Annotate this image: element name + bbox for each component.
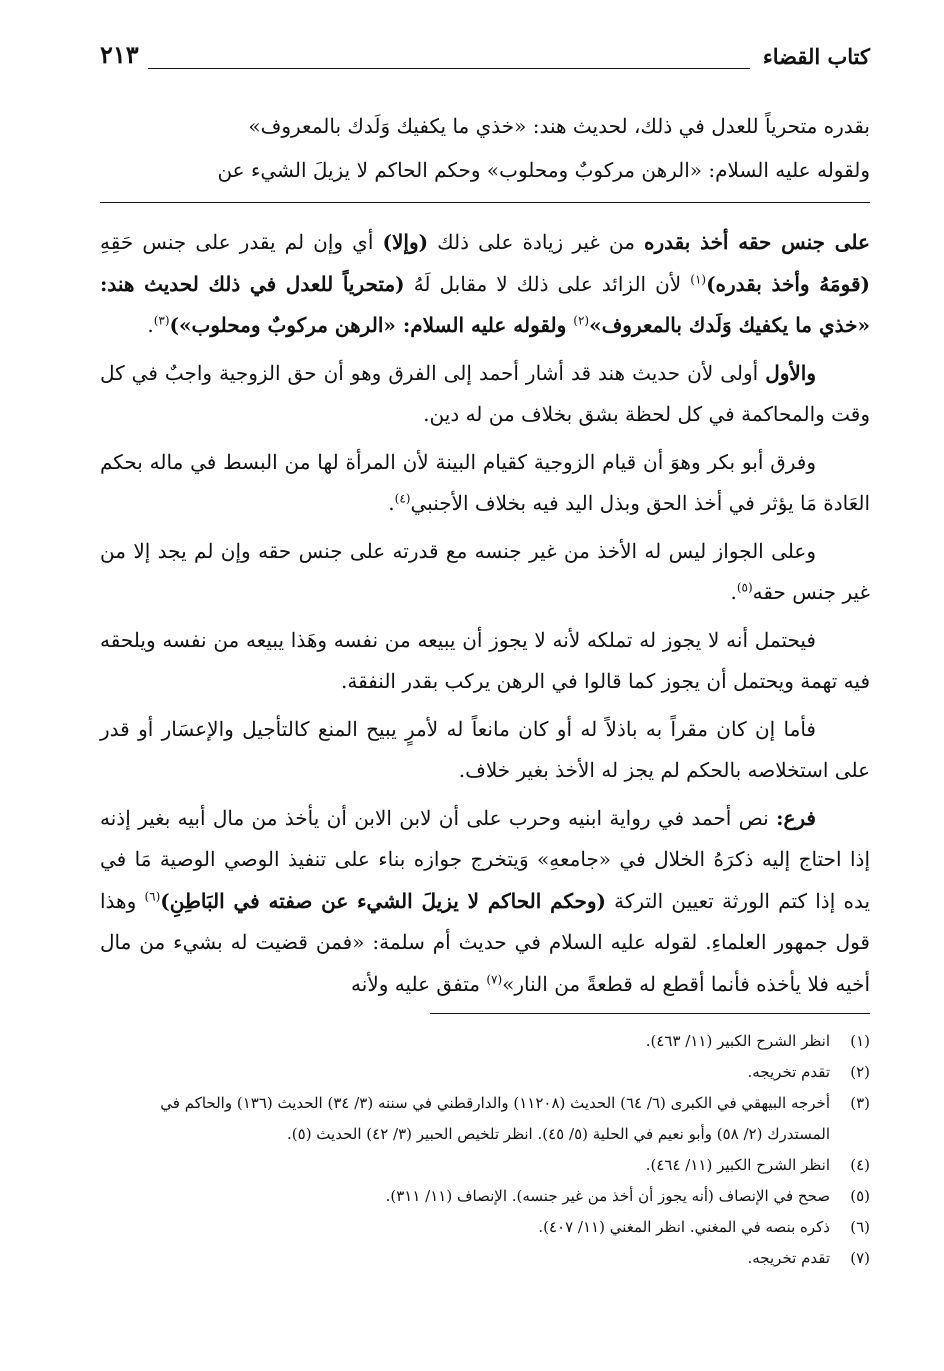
- footnote-ref[interactable]: (٦): [144, 888, 161, 903]
- footnote: [100, 1181, 870, 1212]
- footnote: [100, 1150, 870, 1181]
- commentary: [100, 222, 870, 1011]
- footnotes: [100, 1026, 870, 1274]
- footnote-text: تقدم تخريجه.: [747, 1249, 830, 1267]
- footnote-ref[interactable]: (٢): [573, 313, 590, 328]
- footnote-number: (١): [850, 1032, 870, 1050]
- book-page: [100, 38, 870, 1338]
- footnote: [100, 1243, 870, 1274]
- footnote: [100, 1057, 870, 1088]
- matn-line: بقدره متحرياً للعدل في ذلك، لحديث هند: «خذي ما يكفيك وَلَدك بالمعروف»: [248, 114, 870, 138]
- footnote: [100, 1026, 870, 1057]
- paragraph: وعلى الجواز ليس له الأخذ من غير جنسه مع قدرته على جنس حقه وإن لم يجد إلا من غير جنس حقه$^{(٥)}$.: [100, 538, 870, 604]
- footnote-number: (٢): [850, 1063, 870, 1081]
- matn-text: [100, 104, 870, 192]
- matn-separator: [100, 202, 870, 203]
- page-header: [100, 38, 870, 74]
- paragraph: وفرق أبو بكر وهوَ أن قيام الزوجية كقيام البينة لأن المرأة لها من البسط في ماله بحكم العَادة مَا يؤثر في أخذ الحق وبذل اليد فيه بخلاف الأجنبي$^{(٤)}$.: [100, 449, 870, 515]
- footnote-number: (٤): [850, 1156, 870, 1174]
- footnote-ref[interactable]: (٣): [153, 313, 170, 328]
- footnote-number: (٧): [850, 1249, 870, 1267]
- paragraph: فرع: نص أحمد في رواية ابنيه وحرب على أن لابن الابن أن يأخذ من مال أبيه بغير إذنه إذا احتاج إليه ذكرَهُ الخلال في «جامعهِ» وَيتخرج جوازه بناء على تنفيذ الوصي الوصية مَا في يده إذا كتم الورثة تعيين التركة (وحكم الحاكم لا يزيلَ الشيء عن صفته في البَاطِنِ)$^{(٦)}$ وهذا قول جمهور العلماءِ. لقوله عليه السلام في حديث أم سلمة: «فمن قضيت له بشيء من مال أخيه فلا يأخذه فأنما أقطع له قطعةً من النار»$^{(٧)}$ متفق عليه ولأنه: [100, 805, 871, 996]
- footnote-ref[interactable]: (١): [690, 271, 707, 286]
- footnote-text: انظر الشرح الكبير (١١/ ٤٦٤).: [645, 1156, 830, 1174]
- footnote-number: (٣): [850, 1094, 870, 1112]
- footnote-separator: [430, 1013, 870, 1014]
- footnote: [100, 1088, 870, 1150]
- paragraph: فأما إن كان مقراً به باذلاً له أو كان مانعاً له لأمرٍ يبيح المنع كالتأجيل والإعسَار أو قدر على استخلاصه بالحكم لم يجز له الأخذ بغير خلاف.: [100, 716, 870, 782]
- footnote-text: انظر الشرح الكبير (١١/ ٤٦٣).: [645, 1032, 830, 1050]
- footnote-text: صحح في الإنصاف (أنه يجوز أن أخذ من غير جنسه). الإنصاف (١١/ ٣١١).: [385, 1187, 830, 1205]
- paragraph: والأول أولى لأن حديث هند قد أشار أحمد إلى الفرق وهو أن حق الزوجية واجبٌ في كل وقت والمحاكمة في كل لحظة بشق بخلاف من له دين.: [100, 360, 870, 426]
- footnote-number: (٥): [850, 1187, 870, 1205]
- footnote-text: أخرجه البيهقي في الكبرى (٦/ ٦٤) الحديث (١١٢٠٨) والدارقطني في سننه (٣/ ٣٤) الحديث (١٣٦) والحاكم في المستدرك (٢/ ٥٨) وأبو نعيم في الحلية (٥/ ٤٥). انظر تلخيص الحبير (٣/ ٤٢) الحديث (٥).: [160, 1094, 830, 1143]
- footnote-ref[interactable]: (٥): [736, 580, 753, 595]
- footnote-ref[interactable]: (٧): [486, 971, 503, 986]
- footnote-text: ذكره بنصه في المغني. انظر المغني (١١/ ٤٠٧).: [538, 1218, 830, 1236]
- footnote-number: (٦): [850, 1218, 870, 1236]
- footnote-ref[interactable]: (٤): [394, 491, 411, 506]
- paragraph: على جنس حقه أخذ بقدره من غير زيادة على ذلك (وإلا) أي وإن لم يقدر على جنس حَقِهِ (قومَهُ وأخذ بقدره)$^{(١)}$ لأن الزائد على ذلك لا مقابل لَهُ (متحرياً للعدل في ذلك لحديث هند: «خذي ما يكفيك وَلَدك بالمعروف»$^{(٢)}$ ولقوله عليه السلام: «الرهن مركوبٌ ومحلوب»)$^{(٣)}$.: [100, 230, 871, 337]
- footnote-text: تقدم تخريجه.: [747, 1063, 830, 1081]
- chapter-title: كتاب القضاء: [762, 44, 870, 69]
- header-rule: [148, 68, 750, 69]
- matn-line: ولقوله عليه السلام: «الرهن مركوبٌ ومحلوب» وحكم الحاكم لا يزيلَ الشيء عن: [217, 158, 870, 182]
- page-number: ٢١٣: [100, 40, 139, 69]
- footnote: [100, 1212, 870, 1243]
- paragraph: فيحتمل أنه لا يجوز له تملكه لأنه لا يجوز أن يبيعه من نفسه وهَذا يبيعه من نفسه ويلحقه فيه تهمة ويحتمل أن يجوز كما قالوا في الرهن يركب بقدر النفقة.: [100, 627, 870, 693]
